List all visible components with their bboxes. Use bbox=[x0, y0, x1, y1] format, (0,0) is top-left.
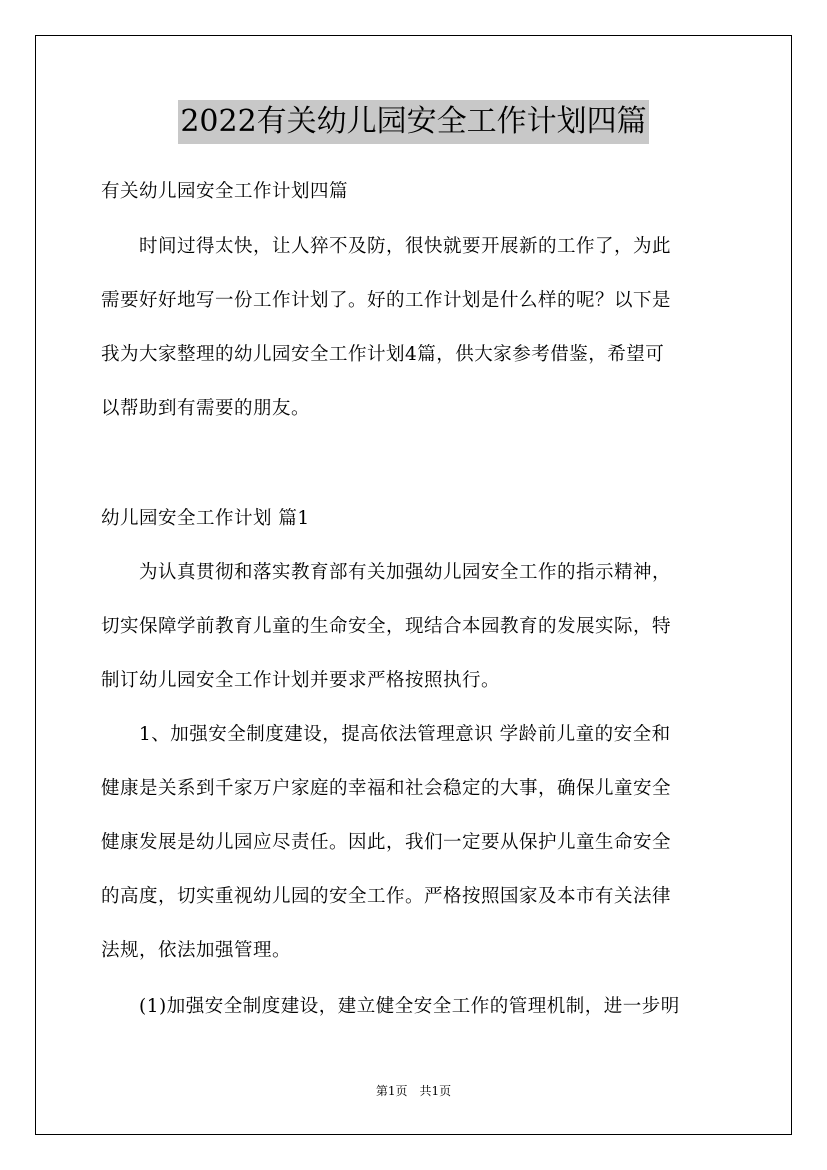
section-heading: 幼儿园安全工作计划 篇1 bbox=[101, 508, 310, 529]
paragraph-line: 为认真贯彻和落实教育部有关加强幼儿园安全工作的指示精神， bbox=[101, 562, 672, 583]
paragraph-line: 切实保障学前教育儿童的生命安全，现结合本园教育的发展实际，特 bbox=[101, 616, 672, 637]
paragraph-line: 健康发展是幼儿园应尽责任。因此，我们一定要从保护儿童生命安全 bbox=[101, 832, 672, 853]
subtitle-line: 有关幼儿园安全工作计划四篇 bbox=[101, 181, 349, 202]
paragraph-line: 以帮助到有需要的朋友。 bbox=[101, 398, 311, 419]
paragraph-line: 制订幼儿园安全工作计划并要求严格按照执行。 bbox=[101, 670, 501, 691]
paragraph-line: 的高度，切实重视幼儿园的安全工作。严格按照国家及本市有关法律 bbox=[101, 886, 672, 907]
paragraph-line: 需要好好地写一份工作计划了。好的工作计划是什么样的呢？以下是 bbox=[101, 290, 672, 311]
paragraph-line: 法规，依法加强管理。 bbox=[101, 940, 292, 961]
paragraph-line: 时间过得太快，让人猝不及防，很快就要开展新的工作了，为此 bbox=[101, 236, 672, 257]
document-title: 2022有关幼儿园安全工作计划四篇 bbox=[178, 100, 648, 144]
paragraph-line: 1、加强安全制度建设，提高依法管理意识 学龄前儿童的安全和 bbox=[101, 724, 671, 745]
title-container bbox=[0, 100, 827, 144]
page-footer: 第1页 共1页 bbox=[375, 1084, 452, 1098]
paragraph-line: (1)加强安全制度建设，建立健全安全工作的管理机制，进一步明 bbox=[101, 996, 680, 1017]
paragraph-line: 我为大家整理的幼儿园安全工作计划4篇，供大家参考借鉴，希望可 bbox=[101, 344, 665, 365]
paragraph-line: 健康是关系到千家万户家庭的幸福和社会稳定的大事，确保儿童安全 bbox=[101, 778, 672, 799]
